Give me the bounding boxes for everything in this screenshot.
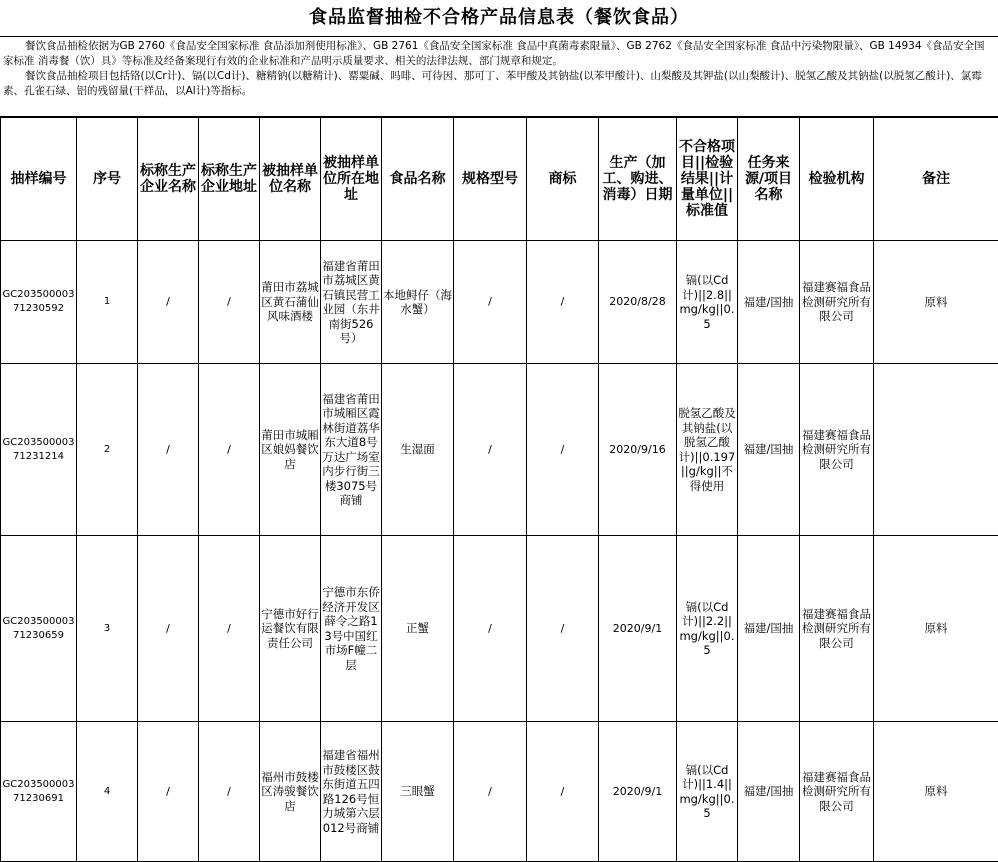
cell-spec: / [454, 364, 527, 536]
header-seq: 序号 [77, 118, 138, 241]
cell-spec: / [454, 536, 527, 722]
cell-food-name: 本地鲟仔（海水蟹） [382, 241, 454, 364]
header-result: 不合格项目||检验结果||计量单位||标准值 [677, 118, 738, 241]
cell-brand: / [527, 241, 599, 364]
table-row [1, 536, 998, 722]
cell-spec: / [454, 722, 527, 862]
cell-result: 脱氢乙酸及其钠盐(以脱氢乙酸计)||0.197||g/kg||不得使用 [677, 364, 738, 536]
intro-paragraph-1: 餐饮食品抽检依据为GB 2760《食品安全国家标准 食品添加剂使用标准》、GB 2761《食品安全国家标准 食品中真菌毒素限量》、GB 2762《食品安全国家标准 食品中污染物限量》、GB 14934《食品安全国家标准 消毒餐（饮）具》等标准及经备案现行有效的企业标准和产品明示质量要求、相关的法律法规、部门规章和规定。 [3, 39, 995, 69]
cell-unit-address: 福建省福州市鼓楼区鼓东街道五四路126号恒力城第六层012号商铺 [321, 722, 382, 862]
cell-lab: 福建赛福食品检测研究所有限公司 [800, 722, 874, 862]
inspection-table [0, 117, 998, 862]
cell-sample-id: GC20350000371230592 [1, 241, 77, 364]
cell-unit-address: 福建省莆田市城厢区霞林街道荔华东大道8号万达广场室内步行街三楼3075号商铺 [321, 364, 382, 536]
table-header-row [1, 118, 998, 241]
cell-unit-address: 福建省莆田市荔城区黄石镇民营工业园（东井南街526号） [321, 241, 382, 364]
cell-seq: 1 [77, 241, 138, 364]
cell-food-name: 三眼蟹 [382, 722, 454, 862]
header-unit-address: 被抽样单位所在地址 [321, 118, 382, 241]
cell-result: 镉(以Cd计)||2.2||mg/kg||0.5 [677, 536, 738, 722]
cell-task: 福建/国抽 [738, 722, 800, 862]
cell-unit-name: 宁德市好行运餐饮有限责任公司 [260, 536, 321, 722]
header-date: 生产（加工、购进、消毒）日期 [599, 118, 677, 241]
cell-seq: 3 [77, 536, 138, 722]
cell-spec: / [454, 241, 527, 364]
cell-food-name: 正蟹 [382, 536, 454, 722]
cell-sample-id: GC20350000371231214 [1, 364, 77, 536]
cell-mfr-name: / [138, 536, 199, 722]
cell-lab: 福建赛福食品检测研究所有限公司 [800, 241, 874, 364]
header-spec: 规格型号 [454, 118, 527, 241]
cell-note [874, 364, 998, 536]
cell-mfr-address: / [199, 241, 260, 364]
cell-note: 原料 [874, 722, 998, 862]
header-mfr-address: 标称生产企业地址 [199, 118, 260, 241]
cell-seq: 2 [77, 364, 138, 536]
intro-paragraph-2: 餐饮食品抽检项目包括铬(以Cr计)、镉(以Cd计)、糖精钠(以糖精计)、罂粟碱、吗啡、可待因、那可丁、苯甲酸及其钠盐(以苯甲酸计)、山梨酸及其钾盐(以山梨酸计)、脱氢乙酸及其钠盐(以脱氢乙酸计)、氯霉素、孔雀石绿、铝的残留量(干样品，以Al计)等指标。 [3, 69, 995, 99]
cell-mfr-address: / [199, 722, 260, 862]
cell-mfr-name: / [138, 364, 199, 536]
header-food-name: 食品名称 [382, 118, 454, 241]
cell-unit-name: 莆田市城厢区娘妈餐饮店 [260, 364, 321, 536]
cell-brand: / [527, 536, 599, 722]
cell-lab: 福建赛福食品检测研究所有限公司 [800, 536, 874, 722]
cell-task: 福建/国抽 [738, 364, 800, 536]
table-row [1, 722, 998, 862]
cell-date: 2020/9/1 [599, 722, 677, 862]
cell-unit-name: 莆田市荔城区黄石蒲仙风味酒楼 [260, 241, 321, 364]
cell-seq: 4 [77, 722, 138, 862]
table-row [1, 241, 998, 364]
cell-unit-name: 福州市鼓楼区涛骏餐饮店 [260, 722, 321, 862]
cell-date: 2020/8/28 [599, 241, 677, 364]
cell-task: 福建/国抽 [738, 536, 800, 722]
cell-date: 2020/9/1 [599, 536, 677, 722]
table-row [1, 364, 998, 536]
header-task: 任务来源/项目名称 [738, 118, 800, 241]
cell-note: 原料 [874, 536, 998, 722]
header-sample-id: 抽样编号 [1, 118, 77, 241]
header-unit-name: 被抽样单位名称 [260, 118, 321, 241]
cell-brand: / [527, 722, 599, 862]
cell-food-name: 生湿面 [382, 364, 454, 536]
cell-sample-id: GC20350000371230659 [1, 536, 77, 722]
cell-mfr-address: / [199, 536, 260, 722]
cell-result: 镉(以Cd计)||1.4||mg/kg||0.5 [677, 722, 738, 862]
header-brand: 商标 [527, 118, 599, 241]
cell-lab: 福建赛福食品检测研究所有限公司 [800, 364, 874, 536]
cell-mfr-name: / [138, 722, 199, 862]
header-note: 备注 [874, 118, 998, 241]
cell-task: 福建/国抽 [738, 241, 800, 364]
header-lab: 检验机构 [800, 118, 874, 241]
page-title: 食品监督抽检不合格产品信息表（餐饮食品） [0, 0, 998, 37]
cell-date: 2020/9/16 [599, 364, 677, 536]
intro-text [0, 37, 998, 117]
cell-unit-address: 宁德市东侨经济开发区薛令之路13号中国红市场F幢二层 [321, 536, 382, 722]
cell-mfr-name: / [138, 241, 199, 364]
header-mfr-name: 标称生产企业名称 [138, 118, 199, 241]
cell-note: 原料 [874, 241, 998, 364]
cell-brand: / [527, 364, 599, 536]
cell-sample-id: GC20350000371230691 [1, 722, 77, 862]
cell-mfr-address: / [199, 364, 260, 536]
cell-result: 镉(以Cd计)||2.8||mg/kg||0.5 [677, 241, 738, 364]
